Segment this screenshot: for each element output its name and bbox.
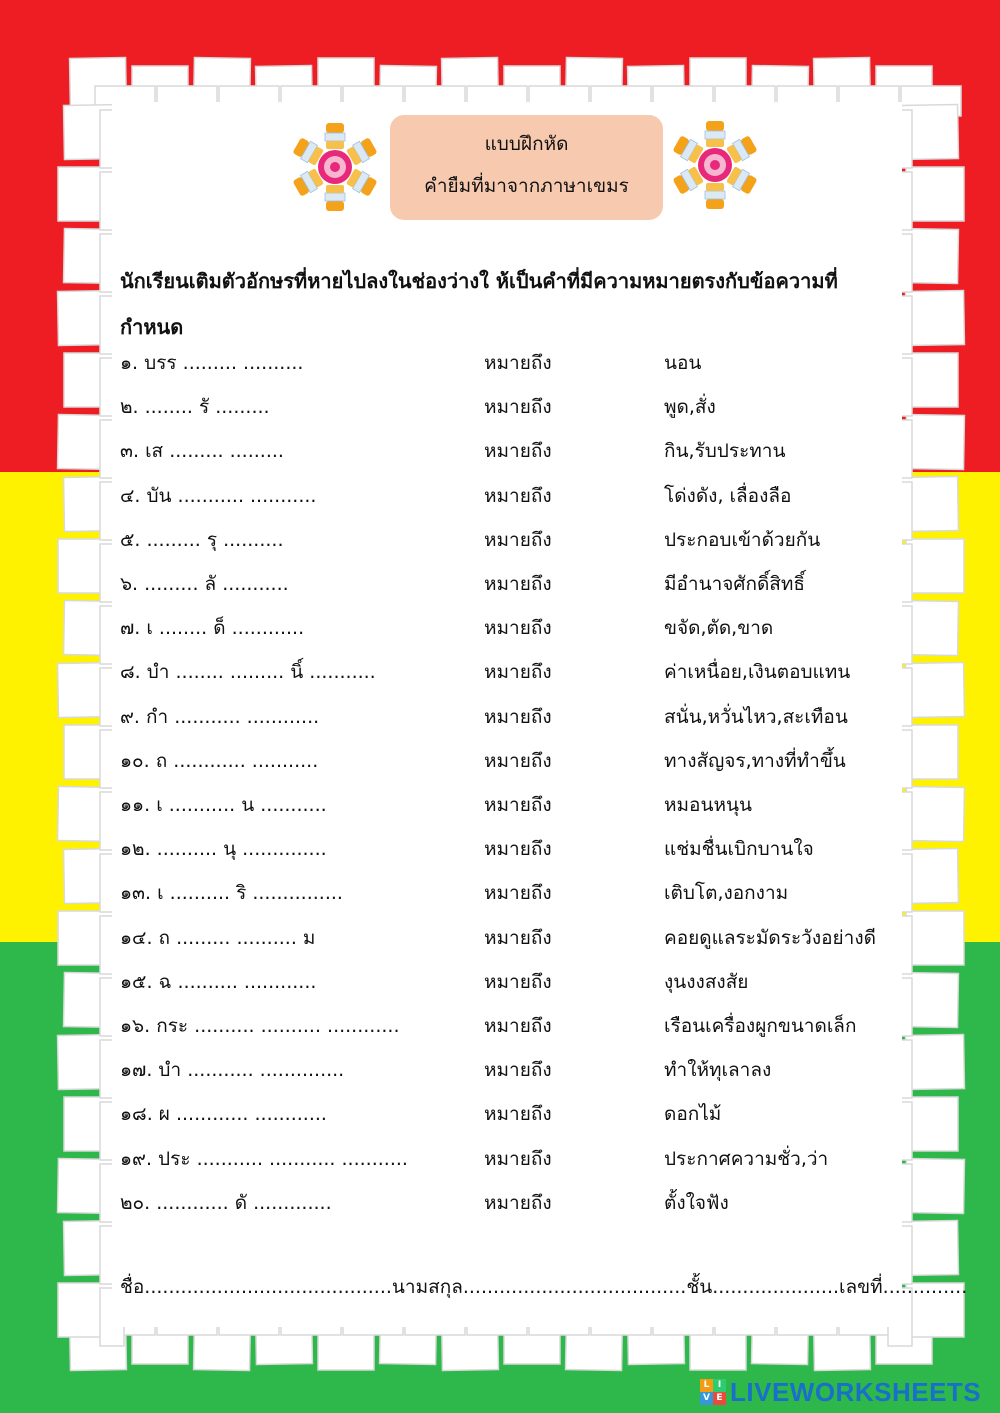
- meaning-label: หมายถึง: [484, 749, 552, 772]
- meaning-text: ประกอบเข้าด้วยกัน: [664, 528, 821, 551]
- exercise-prompt[interactable]: ๑๙. ประ ........... ........... ...........: [120, 1147, 408, 1170]
- meaning-label: หมายถึง: [484, 573, 552, 595]
- exercise-row: [120, 702, 900, 742]
- meaning-text: สนั่น,หวั่นไหว,สะเทือน: [664, 705, 848, 728]
- meaning-text: ประกาศความชั่ว,ว่า: [664, 1147, 829, 1170]
- logo-letter: V: [700, 1392, 713, 1405]
- exercise-prompt[interactable]: ๔. บัน ........... ...........: [120, 484, 317, 507]
- exercise-prompt[interactable]: ๑๓. เ .......... ริ ...............: [120, 882, 343, 905]
- instructions-text: นักเรียนเติมตัวอักษรที่หายไปลงในช่องว่างใ ห้เป็นคำที่มีความหมายตรงกับข้อความที่กำหนด: [120, 269, 838, 339]
- meaning-text: โด่งดัง, เลื่องลือ: [664, 484, 792, 507]
- exercise-prompt[interactable]: ๙. กำ ........... ............: [120, 705, 320, 728]
- meaning-text: ทำให้ทุเลาลง: [664, 1059, 772, 1082]
- exercise-row: [120, 1055, 900, 1095]
- meaning-text: ดอกไม้: [664, 1103, 722, 1126]
- exercise-row: [120, 834, 900, 874]
- exercise-row: [120, 1188, 900, 1228]
- exercise-row: [120, 392, 900, 432]
- flower-icon-right: [670, 118, 760, 213]
- exercise-row: [120, 1144, 900, 1184]
- exercise-row: [120, 746, 900, 786]
- exercise-row: [120, 657, 900, 697]
- exercise-prompt[interactable]: ๘. บำ ........ ......... นิ์ ...........: [120, 661, 376, 684]
- exercise-row: [120, 348, 900, 388]
- exercise-prompt[interactable]: ๒. ........ รั .........: [120, 396, 270, 419]
- meaning-label: หมายถึง: [484, 617, 552, 640]
- exercise-prompt[interactable]: ๑๐. ถ ............ ...........: [120, 749, 319, 772]
- title-box: [390, 115, 663, 220]
- meaning-text: หมอนหนุน: [664, 794, 752, 816]
- flower-icon-left: [290, 120, 380, 215]
- exercise-row: [120, 878, 900, 918]
- logo-letter: L: [700, 1379, 713, 1392]
- exercise-row: [120, 436, 900, 476]
- meaning-text: ตั้งใจฟัง: [664, 1191, 729, 1214]
- liveworksheets-brand: [700, 1376, 981, 1408]
- meaning-label: หมายถึง: [484, 352, 552, 374]
- meaning-text: กิน,รับประทาน: [664, 440, 786, 463]
- meaning-text: งุนงงสงสัย: [664, 970, 749, 993]
- exercise-row: [120, 481, 900, 521]
- meaning-text: แช่มชื่นเบิกบานใจ: [664, 838, 814, 861]
- exercise-prompt[interactable]: ๑๘. ผ ............ ............: [120, 1103, 327, 1126]
- meaning-label: หมายถึง: [484, 970, 552, 993]
- title-line-1: แบบฝึกหัด: [484, 133, 569, 155]
- exercise-prompt[interactable]: ๑๖. กระ .......... .......... ............: [120, 1015, 400, 1037]
- meaning-text: เติบโต,งอกงาม: [664, 882, 789, 905]
- liveworksheets-logo-icon: [700, 1379, 726, 1405]
- exercise-prompt[interactable]: ๓. เส ......... .........: [120, 440, 284, 463]
- meaning-label: หมายถึง: [484, 1191, 552, 1214]
- exercise-row: [120, 525, 900, 565]
- exercise-prompt[interactable]: ๗. เ ........ ด็ ............: [120, 617, 305, 640]
- exercise-prompt[interactable]: ๑๕. ฉ .......... ............: [120, 970, 317, 993]
- meaning-label: หมายถึง: [484, 1059, 552, 1082]
- meaning-text: มีอำนาจศักดิ์สิทธิ์: [664, 573, 806, 595]
- meaning-label: หมายถึง: [484, 838, 552, 861]
- exercise-prompt[interactable]: ๑๗. บำ ........... ..............: [120, 1059, 345, 1082]
- exercise-row: [120, 569, 900, 609]
- exercise-row: [120, 613, 900, 653]
- meaning-text: คอยดูแลระมัดระวังอย่างดี: [664, 926, 876, 949]
- meaning-text: ขจัด,ตัด,ขาด: [664, 617, 774, 640]
- meaning-label: หมายถึง: [484, 440, 552, 463]
- meaning-label: หมายถึง: [484, 705, 552, 728]
- meaning-label: หมายถึง: [484, 661, 552, 684]
- exercise-prompt[interactable]: ๑. บรร ......... ..........: [120, 352, 304, 374]
- meaning-label: หมายถึง: [484, 1103, 552, 1126]
- meaning-text: พูด,สั่ง: [664, 396, 716, 419]
- exercise-prompt[interactable]: ๑๔. ถ ......... .......... ม: [120, 926, 316, 949]
- exercise-prompt[interactable]: ๑๑. เ ........... น ...........: [120, 794, 327, 816]
- meaning-label: หมายถึง: [484, 882, 552, 905]
- exercise-prompt[interactable]: ๑๒. .......... นุ ..............: [120, 838, 327, 861]
- exercise-row: [120, 967, 900, 1007]
- meaning-label: หมายถึง: [484, 926, 552, 949]
- meaning-text: เรือนเครื่องผูกขนาดเล็ก: [664, 1015, 857, 1037]
- exercise-prompt[interactable]: ๕. ......... รุ ..........: [120, 528, 284, 551]
- exercise-row: [120, 790, 900, 830]
- meaning-label: หมายถึง: [484, 1015, 552, 1037]
- student-info-line: ชื่อ.........................................นามสกุล.....................................ชั้น.....................เลขที่..............: [120, 1276, 968, 1298]
- logo-letter: I: [713, 1379, 726, 1392]
- exercise-row: [120, 1011, 900, 1051]
- logo-letter: E: [713, 1392, 726, 1405]
- meaning-text: ค่าเหนื่อย,เงินตอบแทน: [664, 661, 851, 684]
- meaning-label: หมายถึง: [484, 484, 552, 507]
- exercise-row: [120, 923, 900, 963]
- meaning-label: หมายถึง: [484, 794, 552, 816]
- meaning-text: ทางสัญจร,ทางที่ทำขึ้น: [664, 749, 846, 772]
- meaning-label: หมายถึง: [484, 1147, 552, 1170]
- meaning-text: นอน: [664, 352, 702, 374]
- meaning-label: หมายถึง: [484, 528, 552, 551]
- exercise-row: [120, 1099, 900, 1139]
- exercise-prompt[interactable]: ๖. ......... ลั ...........: [120, 573, 289, 595]
- meaning-label: หมายถึง: [484, 396, 552, 419]
- liveworksheets-wordmark: LIVEWORKSHEETS: [730, 1376, 982, 1407]
- exercise-prompt[interactable]: ๒๐. ............ ดั .............: [120, 1191, 332, 1214]
- title-line-2: คำยืมที่มาจากภาษาเขมร: [424, 175, 629, 197]
